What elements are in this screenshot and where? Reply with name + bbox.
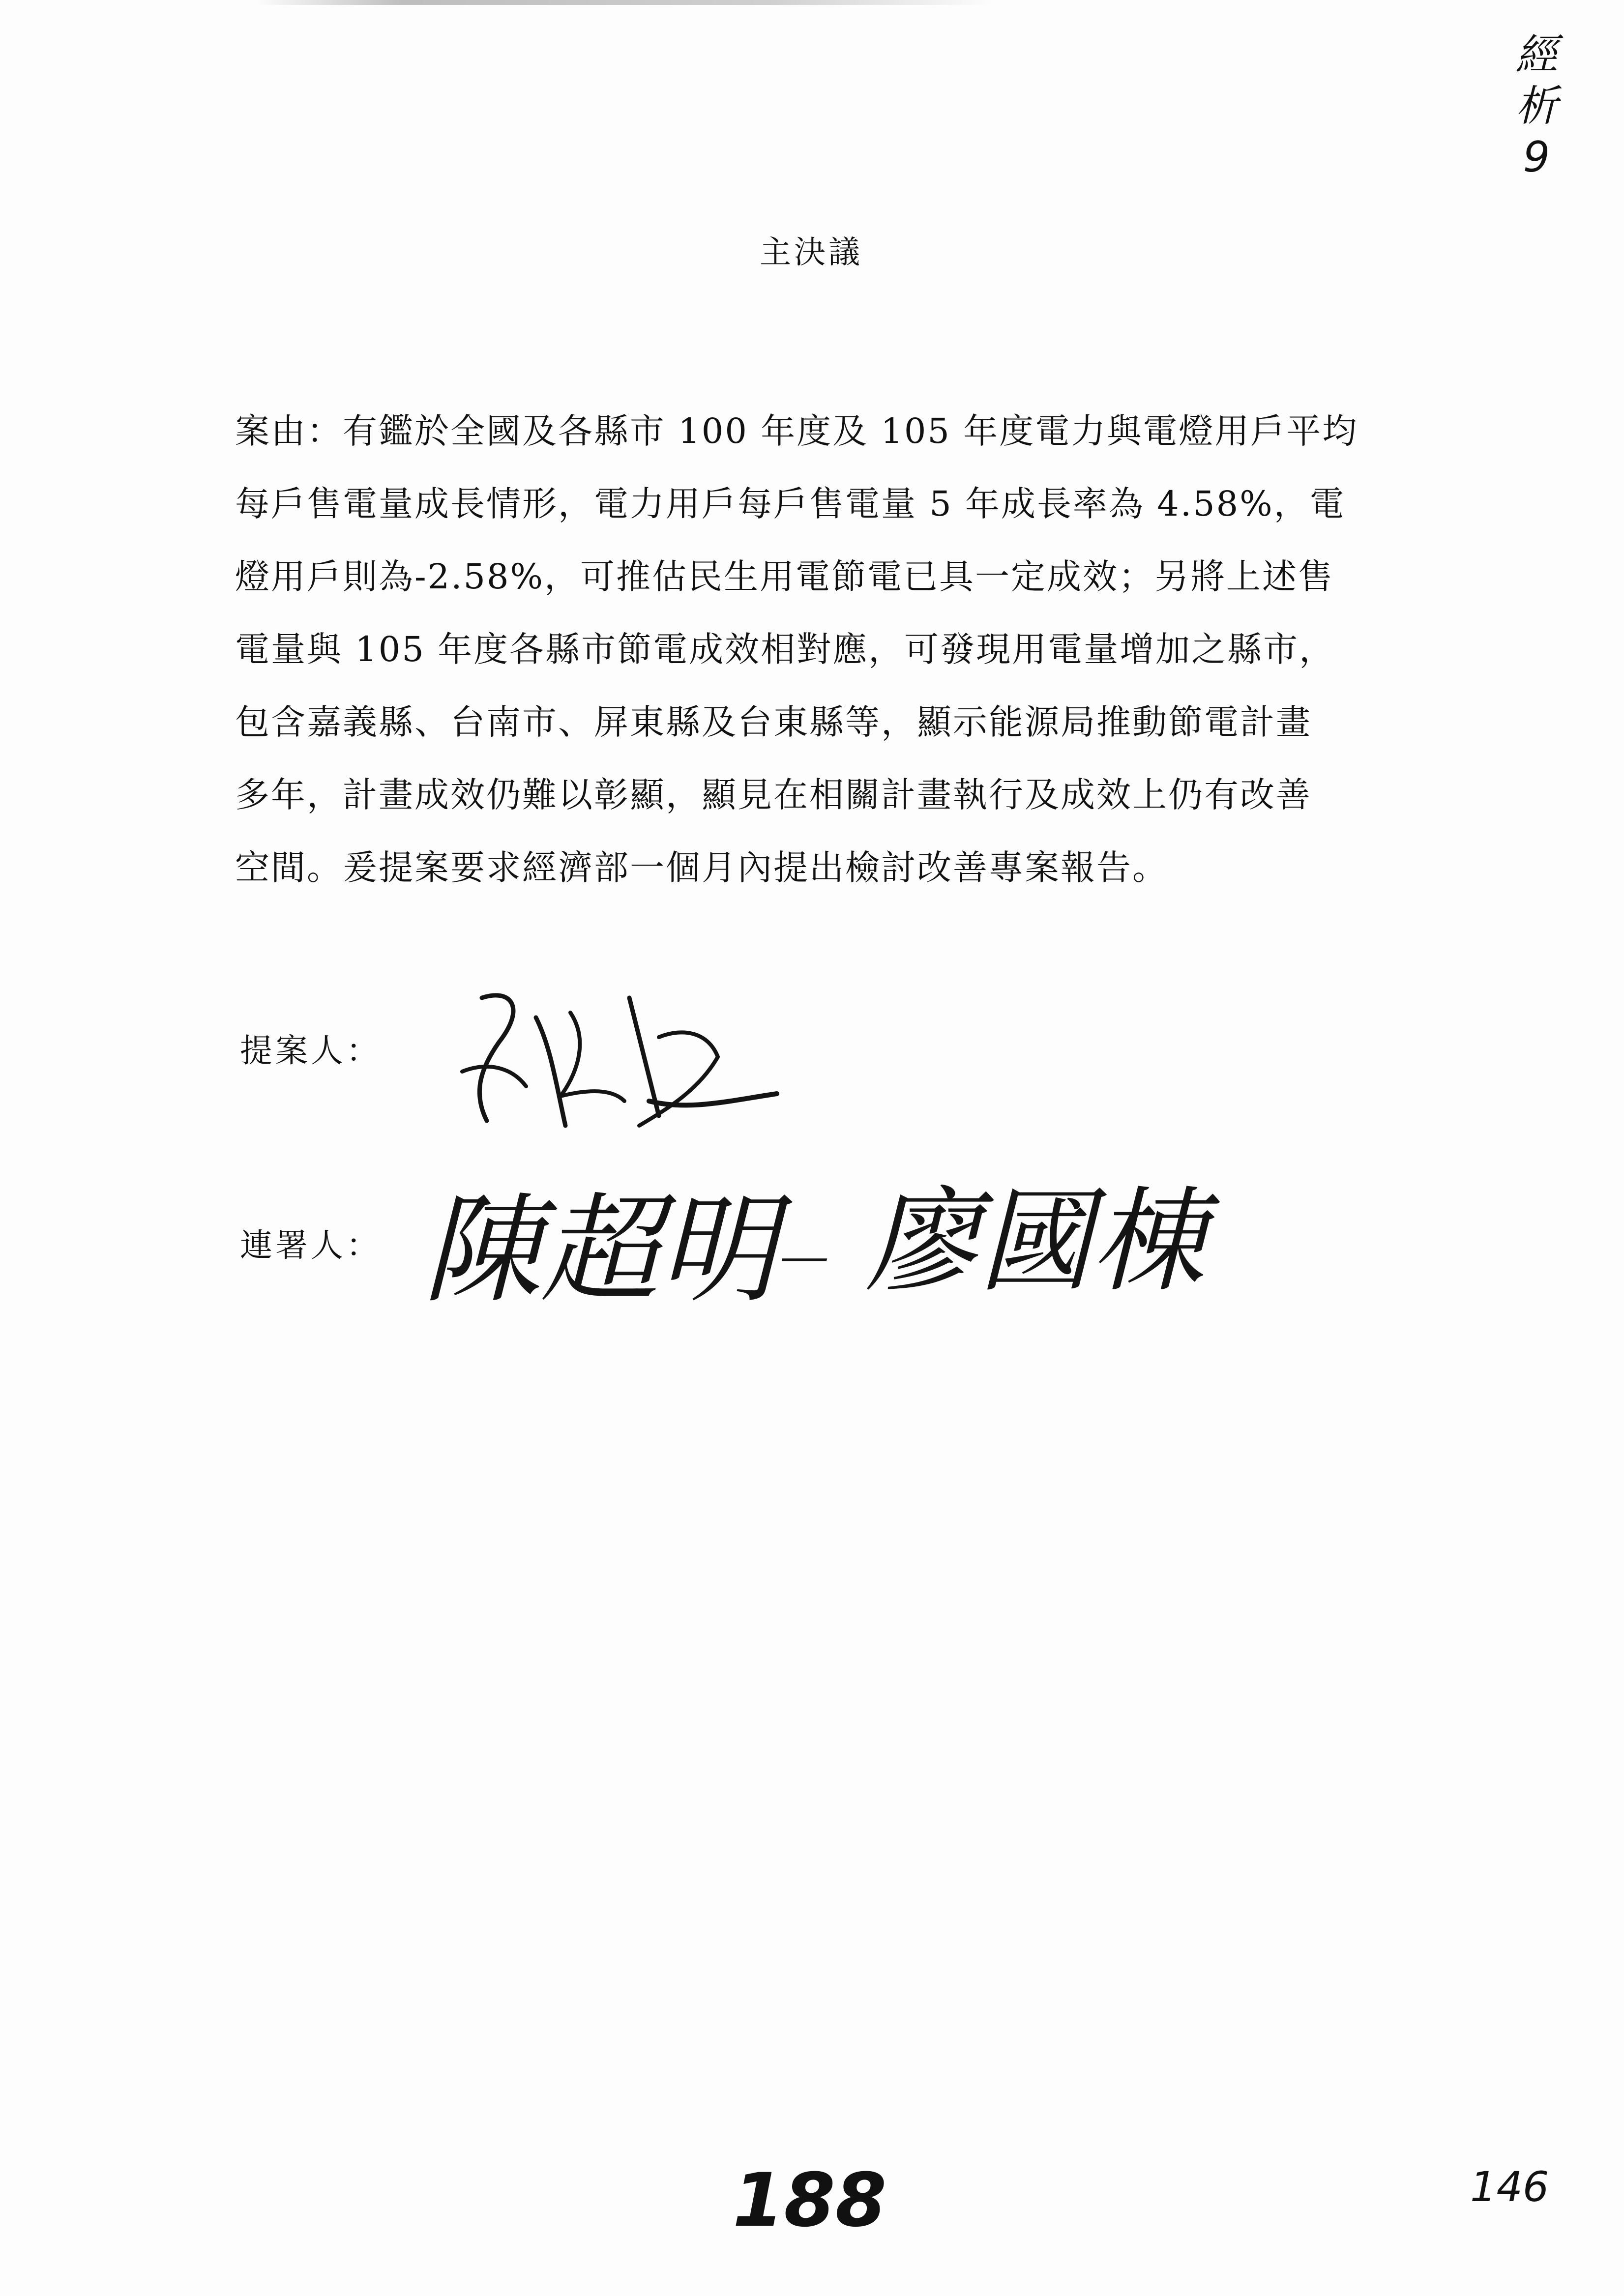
- proposer-label: 提案人：: [240, 1032, 382, 1070]
- cosigner-signature-2: 廖國棟: [865, 1176, 1205, 1308]
- body-line-4: 電量與 105 年度各縣市節電成效相對應，可發現用電量增加之縣市，: [235, 629, 1335, 669]
- corner-note-char-3: 9: [1523, 133, 1550, 182]
- body-line-2: 每戶售電量成長情形，電力用戶每戶售電量 5 年成長率為 4.58%，電: [235, 484, 1346, 524]
- signature-dash: －: [769, 1227, 828, 1296]
- body-line-1: 案由：有鑑於全國及各縣市 100 年度及 105 年度電力與電燈用戶平均: [235, 411, 1358, 451]
- cosigner-signature-1: 陳超明: [423, 1181, 777, 1319]
- page-number: 188: [733, 2158, 887, 2243]
- body-line-7: 空間。爰提案要求經濟部一個月內提出檢討改善專案報告。: [235, 847, 1168, 888]
- corner-note-char-1: 經: [1515, 30, 1558, 80]
- motion-body: [235, 411, 1405, 923]
- cosigner-label: 連署人：: [240, 1226, 382, 1264]
- proposer-signature: [452, 978, 797, 1145]
- document-title: 主決議: [760, 234, 863, 271]
- corner-note-char-2: 析: [1515, 82, 1558, 131]
- margin-number: 146: [1470, 2163, 1549, 2211]
- body-line-5: 包含嘉義縣、台南市、屏東縣及台東縣等，顯示能源局推動節電計畫: [235, 702, 1312, 742]
- body-line-6: 多年，計畫成效仍難以彰顯，顯見在相關計畫執行及成效上仍有改善: [235, 775, 1312, 815]
- scan-edge: [256, 0, 993, 5]
- corner-handwritten-note: [1500, 29, 1573, 183]
- body-line-3: 燈用戶則為-2.58%，可推估民生用電節電已具一定成效；另將上述售: [235, 556, 1334, 597]
